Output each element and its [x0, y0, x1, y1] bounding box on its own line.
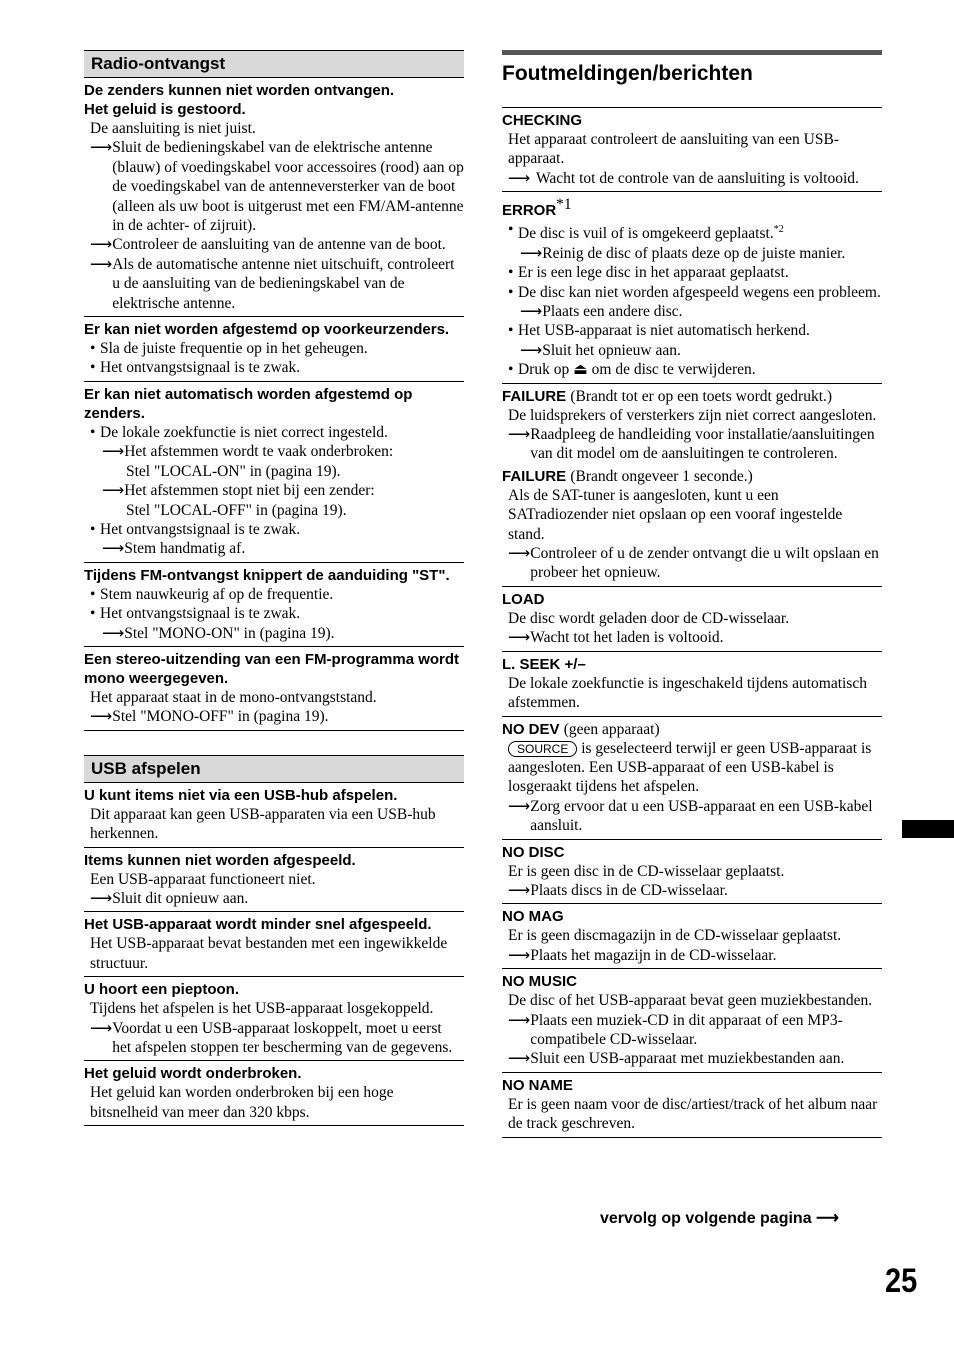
- entry-sound-skips: [84, 1061, 464, 1126]
- question: Een stereo-uitzending van een FM-programma wordt mono weergegeven.: [84, 650, 460, 687]
- instruction: om de disc te verwijderen.: [591, 361, 756, 379]
- remedy: Stel "LOCAL-OFF" in (pagina 19).: [126, 501, 347, 519]
- remedy: Stel "MONO-ON" in (pagina 19).: [124, 624, 335, 642]
- cause: Het apparaat controleert de aansluiting van een USB-apparaat.: [508, 131, 839, 168]
- left-column: [84, 50, 464, 1126]
- message-code: NO MAG: [502, 908, 564, 926]
- message-code: NO MUSIC: [502, 973, 577, 991]
- remedy: Als de automatische antenne niet uitschuift, controleert u de aansluiting van de bedieningskabel van de elektrische antenne.: [112, 255, 455, 312]
- bullet-icon: •: [90, 585, 96, 603]
- cause: Het geluid kan worden onderbroken bij een hoge bitsnelheid van meer dan 320 kbps.: [90, 1084, 394, 1121]
- cause: De disc kan niet worden afgespeeld wegens een probleem.: [518, 283, 881, 301]
- message-code: CHECKING: [502, 112, 583, 129]
- section-title-usb: USB afspelen: [84, 755, 464, 783]
- cause: De lokale zoekfunctie is niet correct ingesteld.: [100, 423, 388, 441]
- msg-nomusic: [502, 969, 882, 1073]
- message-code: FAILURE: [502, 467, 567, 485]
- entry-beep: [84, 977, 464, 1061]
- message-code: ERROR: [502, 202, 557, 220]
- cause: Dit apparaat kan geen USB-apparaten via een USB-hub herkennen.: [90, 805, 436, 843]
- question: U kunt items niet via een USB-hub afspelen.: [84, 786, 398, 804]
- cause: Het USB-apparaat bevat bestanden met een ingewikkelde structuur.: [90, 935, 448, 972]
- entry-st-blinks: [84, 563, 464, 647]
- continued-text: vervolg op volgende pagina: [600, 1210, 812, 1227]
- source-button-icon: SOURCE: [508, 741, 577, 757]
- bullet-icon: •: [508, 361, 514, 379]
- cause: De aansluiting is niet juist.: [90, 120, 256, 137]
- message-note: (Brandt ongeveer 1 seconde.): [570, 467, 753, 485]
- footnote-ref: *1: [556, 196, 572, 214]
- bullet-icon: •: [90, 520, 96, 538]
- question: De zenders kunnen niet worden ontvangen.: [84, 82, 395, 99]
- remedy: Plaats het magazijn in de CD-wisselaar.: [530, 946, 777, 964]
- message-code: NO NAME: [502, 1076, 573, 1094]
- cause: Het ontvangstsignaal is te zwak.: [100, 359, 301, 377]
- remedy: Het afstemmen wordt te vaak onderbroken:: [124, 443, 394, 461]
- message-code: FAILURE: [502, 387, 567, 405]
- message-code: NO DISC: [502, 843, 565, 861]
- page-number: 25: [885, 1262, 918, 1300]
- remedy: Sluit dit opnieuw aan.: [112, 889, 249, 907]
- msg-load: [502, 587, 882, 652]
- instruction: Druk op: [518, 361, 570, 379]
- arrow-icon: ⟶: [508, 881, 531, 899]
- cause: Als de SAT-tuner is aangesloten, kunt u een SATradiozender niet opslaan op een vooraf ingestelde stand.: [508, 486, 843, 543]
- arrow-icon: ⟶: [508, 1011, 531, 1029]
- remedy: Plaats discs in de CD-wisselaar.: [530, 881, 728, 899]
- arrow-icon: ⟶: [816, 1210, 839, 1227]
- msg-lseek: [502, 652, 882, 717]
- remedy: Plaats een muziek-CD in dit apparaat of een MP3-compatibele CD-wisselaar.: [530, 1011, 843, 1048]
- arrow-icon: ⟶: [90, 236, 113, 254]
- remedy: Stem handmatig af.: [124, 540, 246, 558]
- remedy: Zorg ervoor dat u een USB-apparaat en een USB-kabel aansluit.: [530, 797, 873, 835]
- arrow-icon: ⟶: [508, 946, 531, 964]
- entry-stereo-mono: [84, 647, 464, 731]
- arrow-icon: ⟶: [90, 139, 113, 157]
- bullet-icon: •: [508, 221, 514, 239]
- msg-nodisc: [502, 840, 882, 905]
- remedy: Voordat u een USB-apparaat loskoppelt, moet u eerst het afspelen stoppen ter bescherming van de gegevens.: [112, 1019, 453, 1056]
- cause: Het ontvangstsignaal is te zwak.: [100, 605, 301, 623]
- msg-nodev: [502, 717, 882, 840]
- msg-noname: [502, 1073, 882, 1138]
- bullet-icon: •: [508, 264, 514, 282]
- remedy: Controleer of u de zender ontvangt die u wilt opslaan en probeer het opnieuw.: [530, 545, 879, 582]
- cause: Er is geen naam voor de disc/artiest/track of het album naar de track geschreven.: [508, 1095, 878, 1133]
- entry-usb-hub: [84, 783, 464, 848]
- entry-no-reception: [84, 78, 464, 317]
- remedy: Stel "LOCAL-ON" in (pagina 19).: [126, 462, 341, 480]
- section-tab-marker: [902, 820, 954, 838]
- arrow-icon: ⟶: [90, 708, 113, 726]
- entry-usb-slow: [84, 912, 464, 977]
- cause: Er is geen disc in de CD-wisselaar geplaatst.: [508, 862, 785, 880]
- message-note: (Brandt tot er op een toets wordt gedrukt.): [570, 387, 833, 405]
- arrow-icon: ⟶: [90, 255, 113, 273]
- bullet-icon: •: [508, 322, 514, 340]
- question: Er kan niet automatisch worden afgestemd op zenders.: [84, 385, 413, 422]
- remedy: Sluit het opnieuw aan.: [542, 341, 681, 359]
- bullet-icon: •: [90, 359, 96, 377]
- msg-checking: [502, 108, 882, 192]
- arrow-icon: ⟶: [102, 540, 125, 558]
- question: Het USB-apparaat wordt minder snel afgespeeld.: [84, 916, 432, 934]
- arrow-icon: ⟶: [520, 244, 543, 262]
- cause: Er is geen discmagazijn in de CD-wisselaar geplaatst.: [508, 927, 842, 945]
- remedy: Wacht tot het laden is voltooid.: [530, 629, 724, 647]
- remedy: Controleer de aansluiting van de antenne van de boot.: [112, 236, 446, 254]
- cause: De luidsprekers of versterkers zijn niet correct aangesloten.: [508, 406, 877, 424]
- cause: is geselecteerd terwijl er geen USB-apparaat is aangesloten. Een USB-apparaat of een USB-kabel is losgeraakt tijdens het afspelen.: [508, 739, 872, 796]
- arrow-icon: ⟶: [508, 426, 531, 444]
- bullet-icon: •: [90, 423, 96, 441]
- message-code: LOAD: [502, 590, 545, 608]
- cause: De disc is vuil of is omgekeerd geplaatst.: [518, 225, 774, 243]
- arrow-icon: ⟶: [102, 624, 125, 642]
- entry-auto-tuning: [84, 382, 464, 563]
- remedy: Sluit een USB-apparaat met muziekbestanden aan.: [530, 1050, 845, 1068]
- remedy: Wacht tot de controle van de aansluiting is voltooid.: [536, 169, 859, 187]
- arrow-icon: ⟶: [90, 1019, 113, 1037]
- cause: Tijdens het afspelen is het USB-apparaat losgekoppeld.: [90, 1000, 434, 1018]
- cause: Een USB-apparaat functioneert niet.: [90, 870, 316, 888]
- arrow-icon: ⟶: [508, 629, 531, 647]
- remedy: Raadpleeg de handleiding voor installatie/aansluitingen van dit model om de aansluitingen te controleren.: [530, 426, 875, 463]
- eject-icon: ⏏: [573, 361, 588, 379]
- question: Het geluid wordt onderbroken.: [84, 1065, 302, 1083]
- message-code: NO DEV: [502, 720, 560, 738]
- arrow-icon: ⟶: [102, 443, 125, 461]
- cause: De lokale zoekfunctie is ingeschakeld tijdens automatisch afstemmen.: [508, 674, 867, 712]
- cause: Stem nauwkeurig af op de frequentie.: [100, 585, 334, 603]
- arrow-icon: ⟶: [508, 545, 531, 563]
- remedy: Reinig de disc of plaats deze op de juiste manier.: [542, 244, 846, 262]
- arrow-icon: ⟶: [508, 797, 531, 815]
- bullet-icon: •: [90, 340, 96, 358]
- remedy: Plaats een andere disc.: [542, 303, 683, 320]
- remedy: Het afstemmen stopt niet bij een zender:: [124, 482, 375, 500]
- message-code: L. SEEK +/–: [502, 655, 586, 673]
- entry-preset-tuning: [84, 317, 464, 382]
- arrow-icon: ⟶: [90, 889, 113, 907]
- footnote-ref: *2: [773, 224, 784, 236]
- cause: Het apparaat staat in de mono-ontvangststand.: [90, 688, 377, 706]
- question: Er kan niet worden afgestemd op voorkeurzenders.: [84, 321, 450, 339]
- arrow-icon: ⟶: [102, 482, 125, 500]
- message-note: (geen apparaat): [563, 720, 660, 738]
- msg-failure-1: [502, 384, 882, 587]
- bullet-icon: •: [508, 283, 514, 301]
- remedy: Stel "MONO-OFF" in (pagina 19).: [112, 708, 329, 726]
- cause: Het ontvangstsignaal is te zwak.: [100, 520, 301, 538]
- right-column: [502, 50, 882, 1138]
- question: U hoort een pieptoon.: [84, 981, 239, 999]
- question: Items kunnen niet worden afgespeeld.: [84, 851, 356, 869]
- question: Het geluid is gestoord.: [84, 101, 246, 118]
- bullet-icon: •: [90, 605, 96, 623]
- arrow-icon: ⟶: [520, 341, 543, 359]
- msg-nomag: [502, 904, 882, 969]
- cause: Het USB-apparaat is niet automatisch herkend.: [518, 322, 810, 340]
- section-title-radio: Radio-ontvangst: [84, 50, 464, 78]
- arrow-icon: ⟶: [508, 1050, 531, 1068]
- remedy: Sluit de bedieningskabel van de elektrische antenne (blauw) of voedingskabel voor accessoires (rood) aan op de voedingskabel van de antenneversterker van de boot (alleen als uw boot is uitgerust met een FM/AM-antenne in de achter- of zijruit).: [112, 139, 464, 235]
- cause: Sla de juiste frequentie op in het geheugen.: [100, 340, 368, 358]
- arrow-icon: ⟶: [508, 169, 531, 187]
- section-title-messages: Foutmeldingen/berichten: [502, 50, 882, 108]
- entry-items-not-played: [84, 848, 464, 913]
- arrow-icon: ⟶: [520, 303, 543, 320]
- cause: Er is een lege disc in het apparaat geplaatst.: [518, 264, 789, 282]
- cause: De disc wordt geladen door de CD-wisselaar.: [508, 609, 790, 627]
- msg-error: [502, 192, 882, 383]
- cause: De disc of het USB-apparaat bevat geen muziekbestanden.: [508, 992, 873, 1010]
- question: Tijdens FM-ontvangst knippert de aanduiding "ST".: [84, 566, 450, 584]
- continued-note: [600, 1208, 839, 1228]
